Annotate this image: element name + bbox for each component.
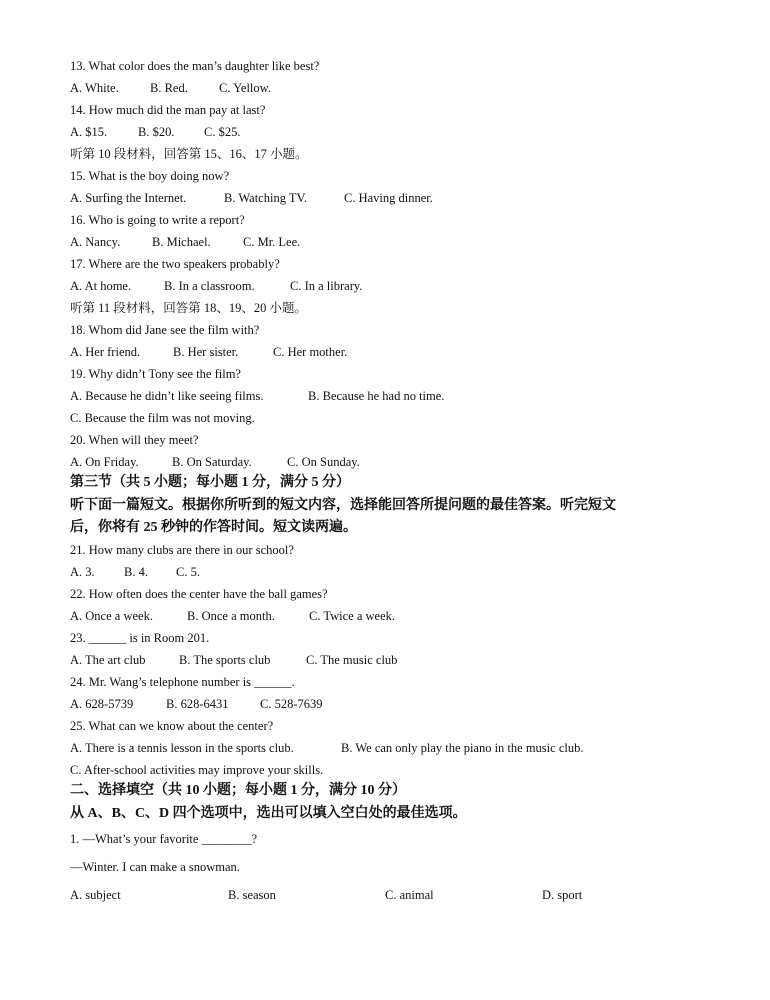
option-a: A. 628-5739 <box>70 697 134 711</box>
option-a: A. Her friend. <box>70 345 141 359</box>
option-a: A. Because he didn’t like seeing films. <box>70 389 264 403</box>
option-c: C. Mr. Lee. <box>243 235 301 249</box>
option-c: C. Yellow. <box>219 81 271 95</box>
option-b: B. $20. <box>138 125 175 139</box>
option-b: B. Because he had no time. <box>308 389 445 403</box>
question-25: 25. What can we know about the center? <box>70 719 274 733</box>
question-22: 22. How often does the center have the ball games? <box>70 587 328 601</box>
part-2-heading: 二、选择填空（共 10 小题；每小题 1 分，满分 10 分） <box>70 783 406 798</box>
option-c: C. 5. <box>176 565 200 579</box>
option-d: D. sport <box>542 888 583 902</box>
question-24: 24. Mr. Wang’s telephone number is ______. <box>70 675 295 689</box>
option-b: B. Michael. <box>152 235 211 249</box>
question-14: 14. How much did the man pay at last? <box>70 103 266 117</box>
option-b: B. In a classroom. <box>164 279 255 293</box>
option-c: C. After-school activities may improve your skills. <box>70 763 324 777</box>
option-a: A. Nancy. <box>70 235 121 249</box>
part-2-instruction: 从 A、B、C、D 四个选项中，选出可以填入空白处的最佳选项。 <box>70 806 467 821</box>
option-a: A. The art club <box>70 653 146 667</box>
option-b: B. We can only play the piano in the music club. <box>341 741 584 755</box>
option-b: B. On Saturday. <box>172 455 252 469</box>
option-a: A. Surfing the Internet. <box>70 191 187 205</box>
option-b: B. season <box>228 888 276 902</box>
option-b: B. Once a month. <box>187 609 275 623</box>
question-16: 16. Who is going to write a report? <box>70 213 245 227</box>
option-c: C. Having dinner. <box>344 191 433 205</box>
question-13: 13. What color does the man’s daughter like best? <box>70 59 320 73</box>
option-c: C. 528-7639 <box>260 697 323 711</box>
option-a: A. subject <box>70 888 121 902</box>
section-3-instruction-line2: 后，你将有 25 秒钟的作答时间。短文读两遍。 <box>70 520 357 535</box>
option-a: A. 3. <box>70 565 95 579</box>
option-c: C. Because the film was not moving. <box>70 411 255 425</box>
option-b: B. 628-6431 <box>166 697 229 711</box>
question-23: 23. ______ is in Room 201. <box>70 631 210 645</box>
option-c: C. Twice a week. <box>309 609 396 623</box>
option-a: A. On Friday. <box>70 455 139 469</box>
question-17: 17. Where are the two speakers probably? <box>70 257 280 271</box>
section-3-instruction-line1: 听下面一篇短文。根据你所听到的短文内容，选择能回答所提问题的最佳答案。听完短文 <box>70 498 616 513</box>
part-2-question-1-reply: —Winter. I can make a snowman. <box>70 860 240 874</box>
option-b: B. The sports club <box>179 653 271 667</box>
option-b: B. Watching TV. <box>224 191 308 205</box>
instruction-passage-11: 听第 11 段材料，回答第 18、19、20 小题。 <box>70 301 308 315</box>
option-c: C. animal <box>385 888 434 902</box>
question-19: 19. Why didn’t Tony see the film? <box>70 367 241 381</box>
option-a: A. There is a tennis lesson in the sports club. <box>70 741 294 755</box>
option-c: C. Her mother. <box>273 345 348 359</box>
question-21: 21. How many clubs are there in our school? <box>70 543 294 557</box>
option-a: A. Once a week. <box>70 609 153 623</box>
section-3-heading: 第三节（共 5 小题；每小题 1 分，满分 5 分） <box>70 475 350 490</box>
question-20: 20. When will they meet? <box>70 433 199 447</box>
option-a: A. At home. <box>70 279 132 293</box>
option-c: C. The music club <box>306 653 398 667</box>
option-b: B. 4. <box>124 565 148 579</box>
option-a: A. White. <box>70 81 119 95</box>
option-b: B. Red. <box>150 81 188 95</box>
question-18: 18. Whom did Jane see the film with? <box>70 323 260 337</box>
option-c: C. In a library. <box>290 279 363 293</box>
question-15: 15. What is the boy doing now? <box>70 169 230 183</box>
option-b: B. Her sister. <box>173 345 239 359</box>
option-c: C. On Sunday. <box>287 455 360 469</box>
part-2-question-1: 1. —What’s your favorite ________? <box>70 832 258 846</box>
instruction-passage-10: 听第 10 段材料，回答第 15、16、17 小题。 <box>70 147 308 161</box>
option-c: C. $25. <box>204 125 241 139</box>
option-a: A. $15. <box>70 125 108 139</box>
